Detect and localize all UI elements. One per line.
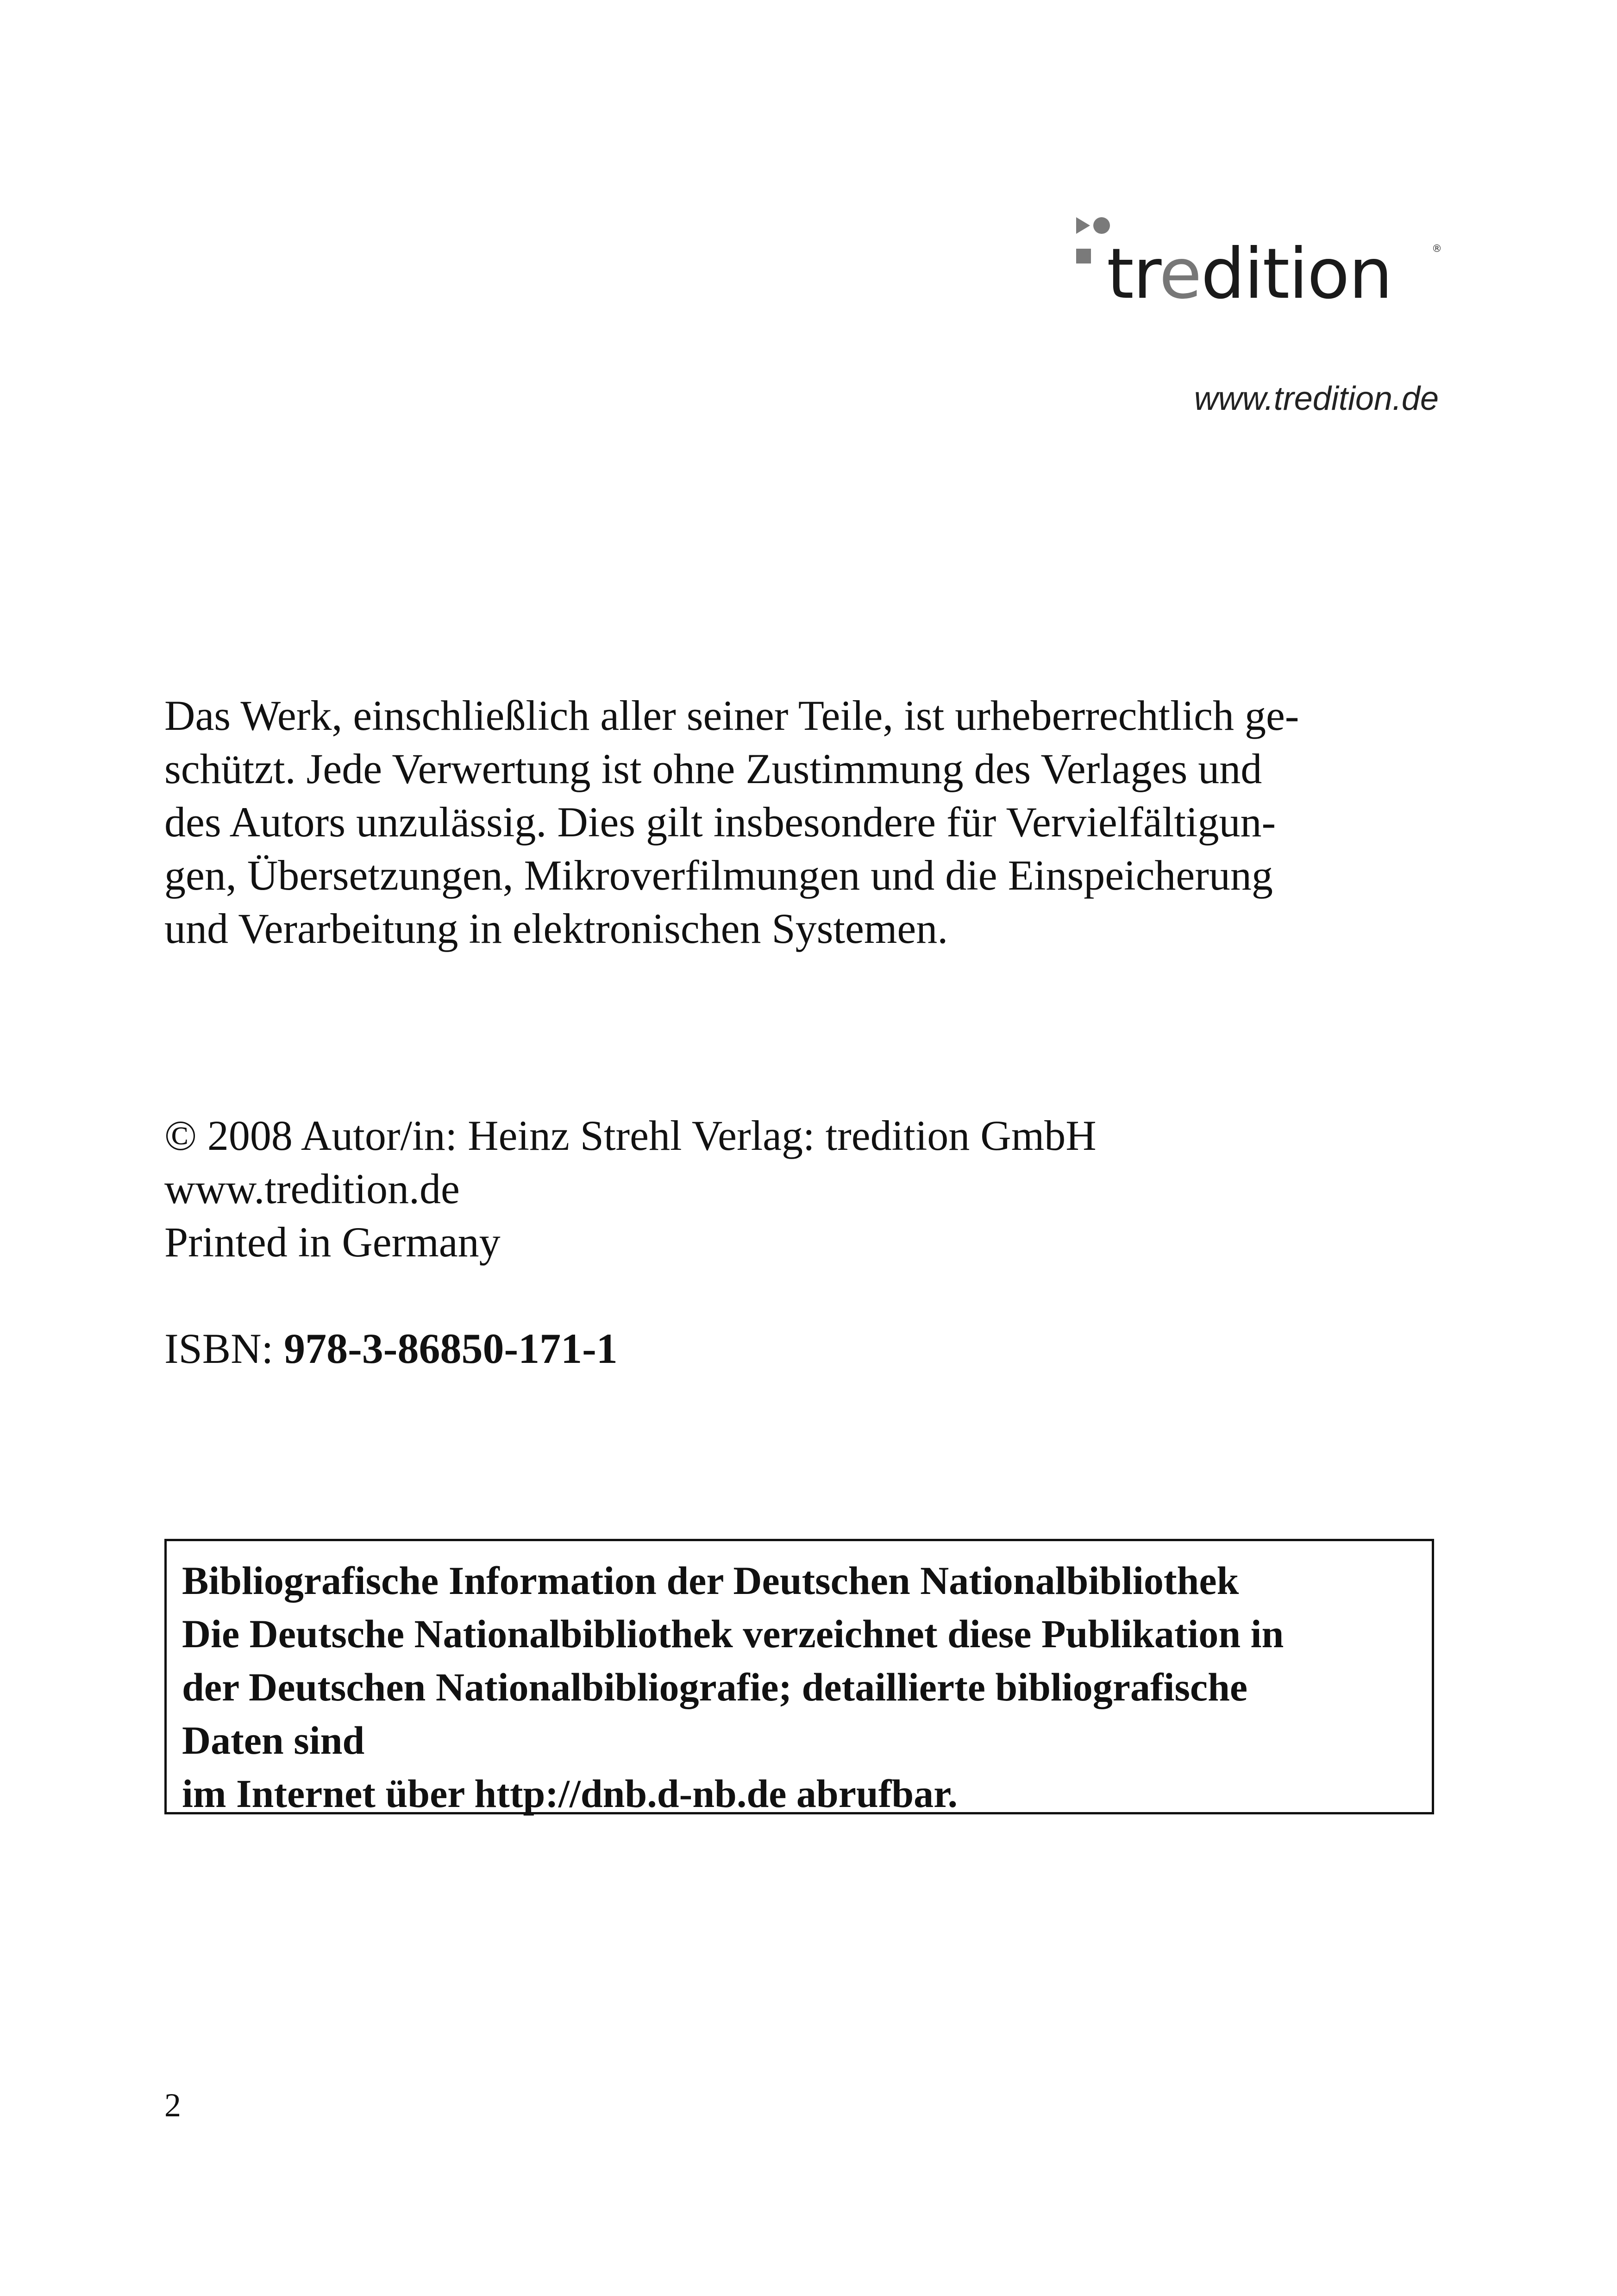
isbn-label: ISBN: (164, 1325, 284, 1372)
imprint-website: www.tredition.de (164, 1165, 460, 1212)
logo-wordmark-part: tr (1107, 234, 1159, 314)
isbn-number: 978-3-86850-171-1 (284, 1325, 618, 1372)
bibliographic-info-box (164, 1539, 1434, 1814)
notice-line: des Autors unzulässig. Dies gilt insbesondere für Vervielfältigun- (164, 798, 1276, 846)
tredition-logo (1070, 211, 1440, 317)
dnb-line: im Internet über http://dnb.d-nb.de abrufbar. (182, 1771, 958, 1816)
copyright-line: © 2008 Autor/in: Heinz Strehl Verlag: tredition GmbH (164, 1112, 1097, 1159)
logo-wordmark (1107, 234, 1392, 314)
logo-circle (1093, 217, 1110, 234)
dnb-line: Die Deutsche Nationalbibliothek verzeichnet diese Publikation in (182, 1612, 1284, 1656)
dnb-line: der Deutschen Nationalbibliografie; detaillierte bibliografische (182, 1665, 1248, 1709)
printed-in: Printed in Germany (164, 1218, 501, 1266)
dnb-line: Daten sind (182, 1718, 365, 1763)
registered-mark: ® (1432, 243, 1442, 255)
page-number: 2 (164, 2087, 181, 2124)
notice-line: schützt. Jede Verwertung ist ohne Zustimmung des Verlages und (164, 745, 1262, 792)
logo-wordmark-accent: e (1159, 234, 1201, 314)
notice-line: Das Werk, einschließlich aller seiner Teile, ist urheberrechtlich ge- (164, 692, 1299, 739)
logo-wordmark-part: dition (1201, 234, 1392, 314)
publisher-website: www.tredition.de (1194, 380, 1439, 417)
dnb-line: Bibliografische Information der Deutschen Nationalbibliothek (182, 1558, 1239, 1603)
notice-line: gen, Übersetzungen, Mikroverfilmungen und die Einspeicherung (164, 852, 1273, 899)
isbn-line (164, 1322, 618, 1375)
copyright-notice (164, 689, 1442, 955)
notice-line: und Verarbeitung in elektronischen Systemen. (164, 905, 948, 952)
logo-triangle (1076, 217, 1090, 234)
imprint-block (164, 1109, 1097, 1269)
logo-square (1076, 249, 1091, 263)
